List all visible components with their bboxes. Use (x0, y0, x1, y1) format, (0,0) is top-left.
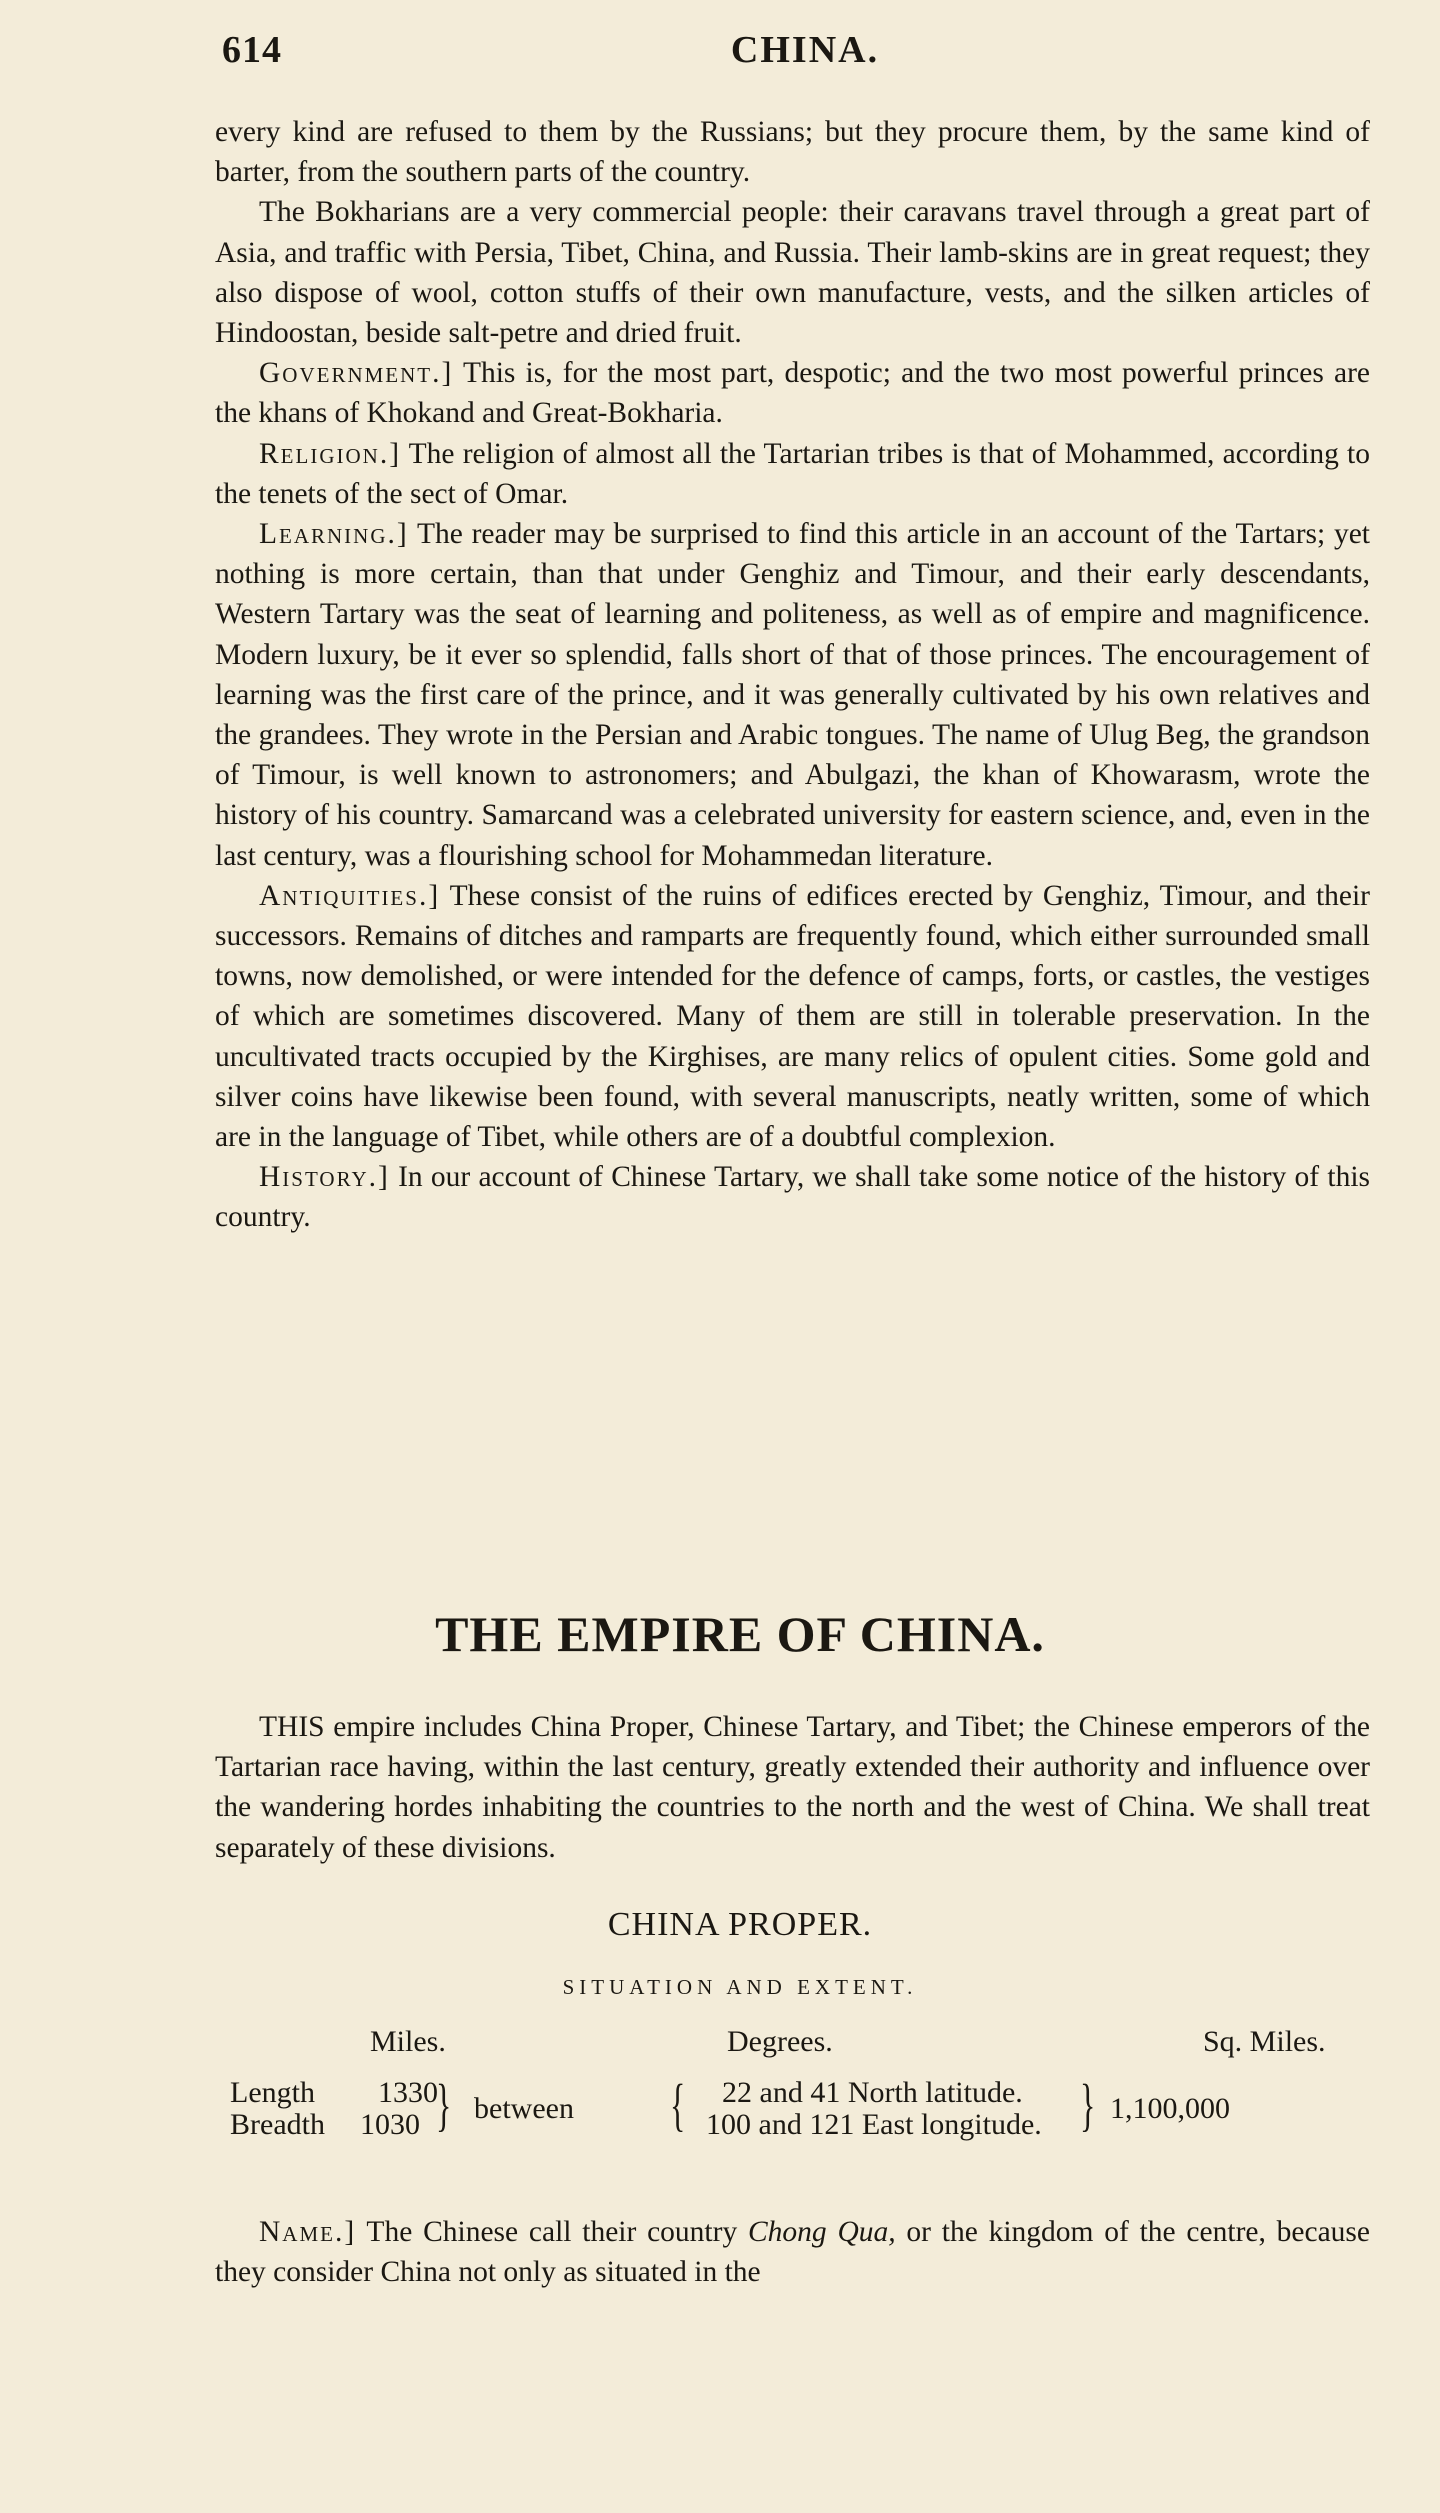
row-length-degrees: 22 and 41 North latitude. (722, 2076, 1023, 2109)
running-head: CHINA. (730, 29, 880, 71)
name-paragraph-block (215, 2212, 1370, 2292)
government-heading: Government.] (259, 357, 454, 390)
paragraph-learning (215, 514, 1370, 876)
learning-text: The reader may be surprised to find this article in an account of the Tartars; yet nothing is more certain, than that under Genghiz and Timour, and their early descendants, Western Tartary was the seat of learning and politeness, as well as of empire and magnificence. Modern luxury, be it ever so splendid, falls short of that of those princes. The encouragement of learning was the first care of the prince, and it was generally cultivated by his own relatives and the grandees. They wrote in the Persian and Arabic tongues. The name of Ulug Beg, the grandson of Timour, is well known to astronomers; and Abulgazi, the khan of Khowarasm, wrote the history of his country. Samarcand was a celebrated university for eastern science, and, even in the last century, was a flourishing school for Mohammedan literature. (215, 518, 1371, 872)
col-header-degrees: Degrees. (727, 2025, 833, 2058)
religion-text: The religion of almost all the Tartarian tribes is that of Mohammed, according to the tenets of the sect of Omar. (215, 437, 1370, 510)
row-breadth-degrees: 100 and 121 East longitude. (706, 2108, 1042, 2141)
situation-heading: SITUATION AND EXTENT. (562, 1975, 918, 1999)
name-text-b: or the kingdom of the centre, because they consider China not only as situated in the (215, 2216, 1370, 2289)
paragraph-continuation: every kind are refused to them by the Russians; but they procure them, by the same kind of barter, from the southern parts of the country. (215, 116, 1370, 189)
row-length-label: Length (230, 2076, 315, 2109)
history-text: In our account of Chinese Tartary, we shall take some notice of the history of this country. (215, 1161, 1370, 1234)
religion-heading: Religion.] (259, 437, 402, 470)
row-length-miles: 1330 (378, 2076, 438, 2109)
antiquities-text: These consist of the ruins of edifices erected by Genghiz, Timour, and their successors. Remains of ditches and ramparts are frequently found, which either surrounded small towns, now demolished, or were intended for the defence of camps, forts, or castles, the vestiges of which are sometimes discovered. Many of them are still in tolerable preservation. In the uncultivated tracts occupied by the Kirghises, are many relics of opulent cities. Some gold and silver coins have likewise been found, with several manuscripts, neatly written, some of which are in the language of Tibet, while others are of a doubtful complexion. (215, 879, 1371, 1154)
government-text: This is, for the most part, despotic; and the two most powerful princes are the khans of Khokand and Great-Bokharia. (215, 357, 1370, 430)
section-title: THE EMPIRE OF CHINA. (435, 1606, 1045, 1662)
empire-intro-block (215, 1707, 1370, 1868)
page-number: 614 (222, 29, 282, 71)
tartary-text-block (215, 112, 1370, 1238)
paragraph-antiquities (215, 876, 1370, 1157)
paragraph-empire-intro: THIS empire includes China Proper, Chinese Tartary, and Tibet; the Chinese emperors of the Tartarian race having, within the last century, greatly extended their authority and influence over the wandering hordes inhabiting the countries to the north and the west of China. We shall treat separately of these divisions. (215, 1711, 1370, 1864)
between-label: between (474, 2092, 574, 2125)
history-heading: History.] (259, 1161, 390, 1194)
paragraph-religion (215, 434, 1370, 514)
col-header-sq-miles: Sq. Miles. (1203, 2025, 1326, 2058)
total-sq-miles: 1,100,000 (1110, 2092, 1230, 2125)
paragraph-history (215, 1157, 1370, 1237)
page-header (0, 28, 1440, 88)
paragraph-government (215, 353, 1370, 433)
row-breadth-miles: 1030 (360, 2108, 420, 2141)
paragraph-name (215, 2212, 1370, 2292)
subsection-title: CHINA PROPER. (607, 1906, 873, 1943)
name-text-a: The Chinese call their country (366, 2216, 738, 2248)
paragraph-bokharians: The Bokharians are a very commercial people: their caravans travel through a great part of Asia, and traffic with Persia, Tibet, China, and Russia. Their lamb-skins are in great request; they also dispose of wool, cotton stuffs of their own manufacture, vests, and the silken articles of Hindoostan, beside salt-petre and dried fruit. (215, 196, 1370, 350)
left-brace-degrees: { (670, 2072, 686, 2137)
learning-heading: Learning.] (259, 518, 409, 551)
right-brace-degrees: } (1080, 2072, 1096, 2137)
antiquities-heading: Antiquities.] (259, 879, 441, 912)
name-heading: Name.] (259, 2216, 357, 2248)
right-brace-miles: } (436, 2072, 452, 2137)
chong-qua-term: Chong Qua, (747, 2216, 896, 2248)
row-breadth-label: Breadth (230, 2108, 325, 2141)
col-header-miles: Miles. (370, 2025, 446, 2058)
